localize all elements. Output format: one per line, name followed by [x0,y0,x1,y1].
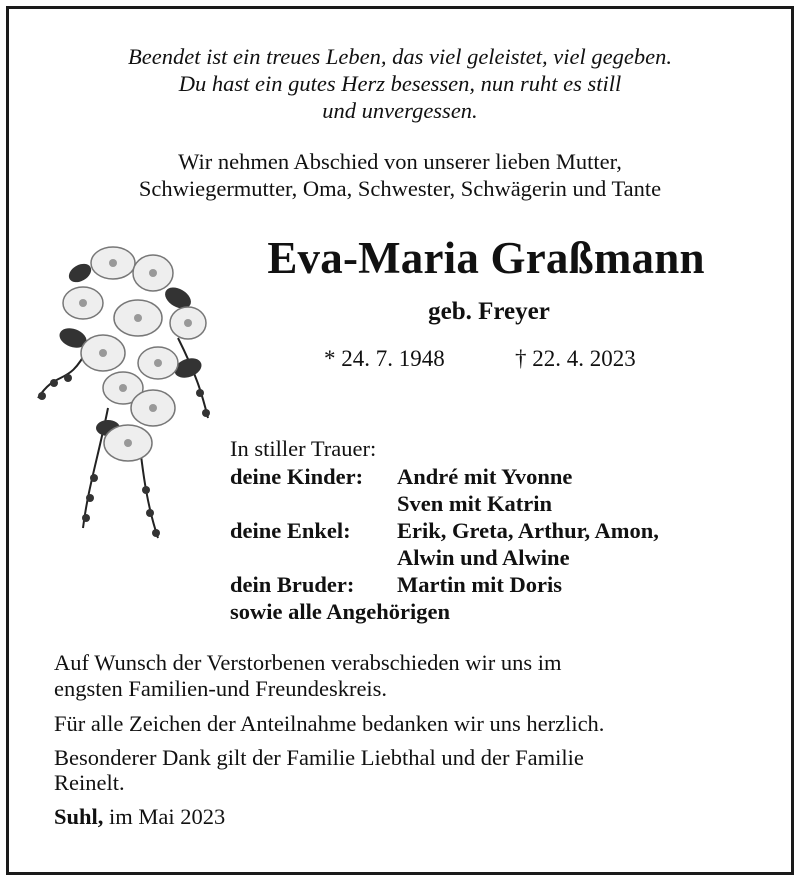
wish-line-2: engsten Familien-und Freundeskreis. [54,676,388,701]
mourners-heading: In stiller Trauer: [230,436,377,461]
birth-date: * 24. 7. 1948 [324,346,445,371]
deceased-name: Eva-Maria Graßmann [267,233,705,283]
mourner-label-children: deine Kinder: [230,464,364,489]
signature-date: im Mai 2023 [109,804,226,829]
wish-line-1: Auf Wunsch der Verstorbenen verabschieden wir uns im [54,650,562,675]
mourner-value: Martin mit Doris [397,572,562,597]
thanks-line: Für alle Zeichen der Anteilnahme bedanken wir uns herzlich. [54,711,605,736]
mourner-value: Erik, Greta, Arthur, Amon, [397,518,659,543]
intro-line-2: Schwiegermutter, Oma, Schwester, Schwägerin und Tante [138,176,662,201]
verse-line-1: Beendet ist ein treues Leben, das viel geleistet, viel gegeben. [128,44,672,69]
verse-line-2: Du hast ein gutes Herz besessen, nun ruht es still [178,71,622,96]
special-thanks-line-2: Reinelt. [54,770,125,795]
death-date: † 22. 4. 2023 [515,346,636,371]
orchid-bouquet-icon [28,228,218,548]
verse-line-3: und unvergessen. [322,98,478,123]
mourner-label-brother: dein Bruder: [230,572,355,597]
signature [54,804,225,830]
mourner-value: Alwin und Alwine [397,545,570,570]
mourner-label-grandchildren: deine Enkel: [230,518,351,543]
birth-name: geb. Freyer [428,298,550,325]
mourner-value: Sven mit Katrin [397,491,552,516]
mourner-value: André mit Yvonne [397,464,573,489]
mourners-closing: sowie alle Angehörigen [230,599,450,624]
intro-line-1: Wir nehmen Abschied von unserer lieben Mutter, [178,149,622,174]
special-thanks-line-1: Besonderer Dank gilt der Familie Liebthal und der Familie [54,745,584,770]
signature-place: Suhl, [54,804,104,829]
